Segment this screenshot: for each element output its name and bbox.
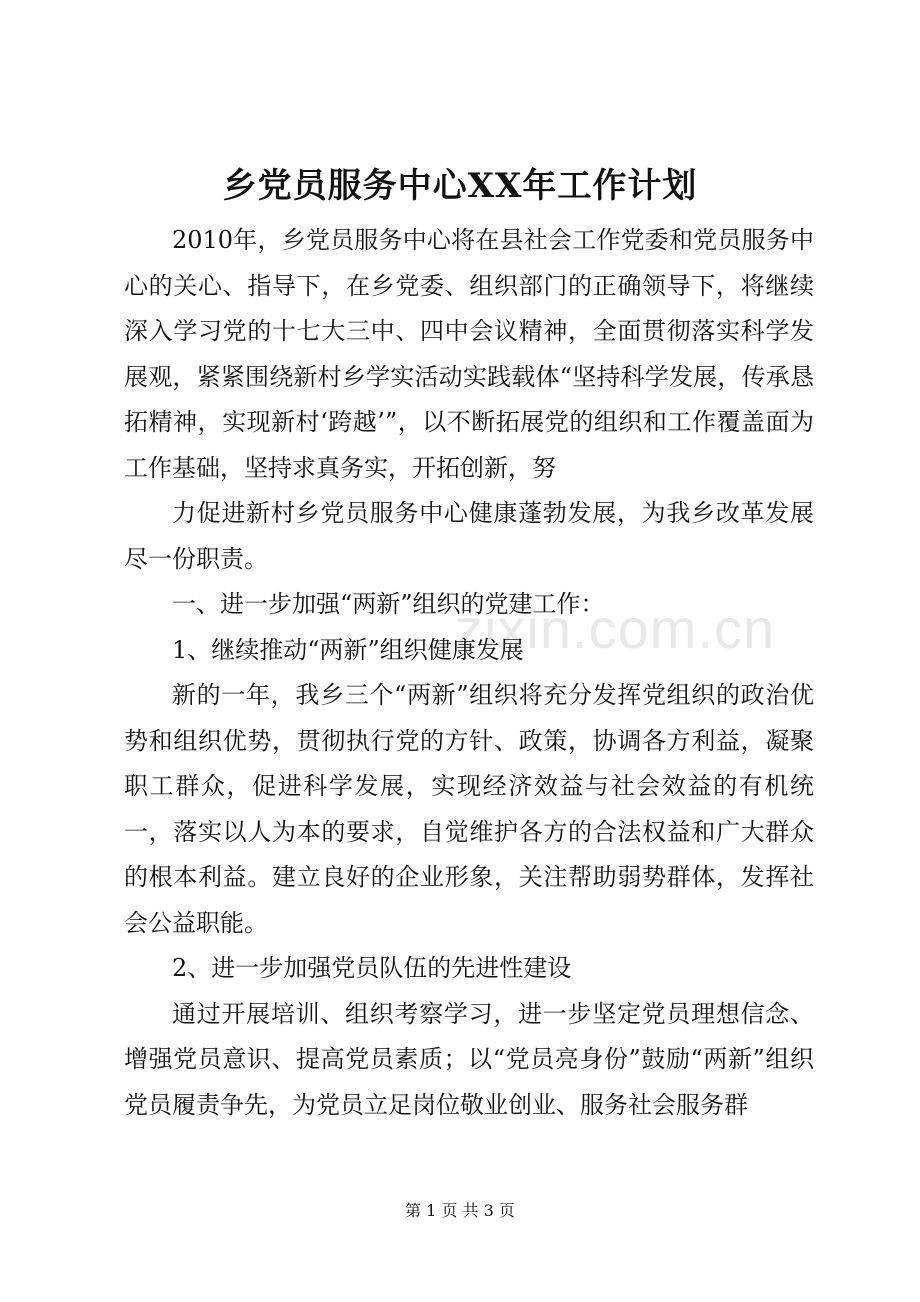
paragraph-subsection-2: 通过开展培训、组织考察学习，进一步坚定党员理想信念、增强党员意识、提高党员素质；以“党员亮身份”鼓励“两新”组织党员履责争先，为党员立足岗位敬业创业、服务社会服务群 [124,999,814,1119]
page-footer: 第 1 页 共 3 页 [405,1201,515,1220]
document-title: 乡党员服务中心XX年工作计划 [222,166,698,206]
document-body [124,218,814,1128]
paragraph-intro: 2010年，乡党员服务中心将在县社会工作党委和党员服务中心的关心、指导下，在乡党委、组织部门的正确领导下，将继续深入学习党的十七大三中、四中会议精神，全面贯彻落实科学发展观，紧紧围绕新村乡学实活动实践载体“坚持科学发展，传承恳拓精神，实现新村‘跨越’”，以不断拓展党的组织和工作覆盖面为工作基础，坚持求真务实，开拓创新，努 [124,226,814,482]
section-heading-1: 一、进一步加强“两新”组织的党建工作： [172,590,605,618]
subsection-heading-1: 1、继续推动“两新”组织健康发展 [172,635,524,664]
paragraph-subsection-1: 新的一年，我乡三个“两新”组织将充分发挥党组织的政治优势和组织优势，贯彻执行党的方针、政策，协调各方利益，凝聚职工群众，促进科学发展，实现经济效益与社会效益的有机统一，落实以人为本的要求，自觉维护各方的合法权益和广大群众的根本利益。建立良好的企业形象，关注帮助弱势群体，发挥社会公益职能。 [124,681,814,937]
paragraph-intro-cont: 力促进新村乡党员服务中心健康蓬勃发展，为我乡改革发展尽一份职责。 [124,499,814,573]
watermark: zixin.com.cn [455,597,776,660]
subsection-heading-2: 2、进一步加强党员队伍的先进性建设 [172,954,572,982]
